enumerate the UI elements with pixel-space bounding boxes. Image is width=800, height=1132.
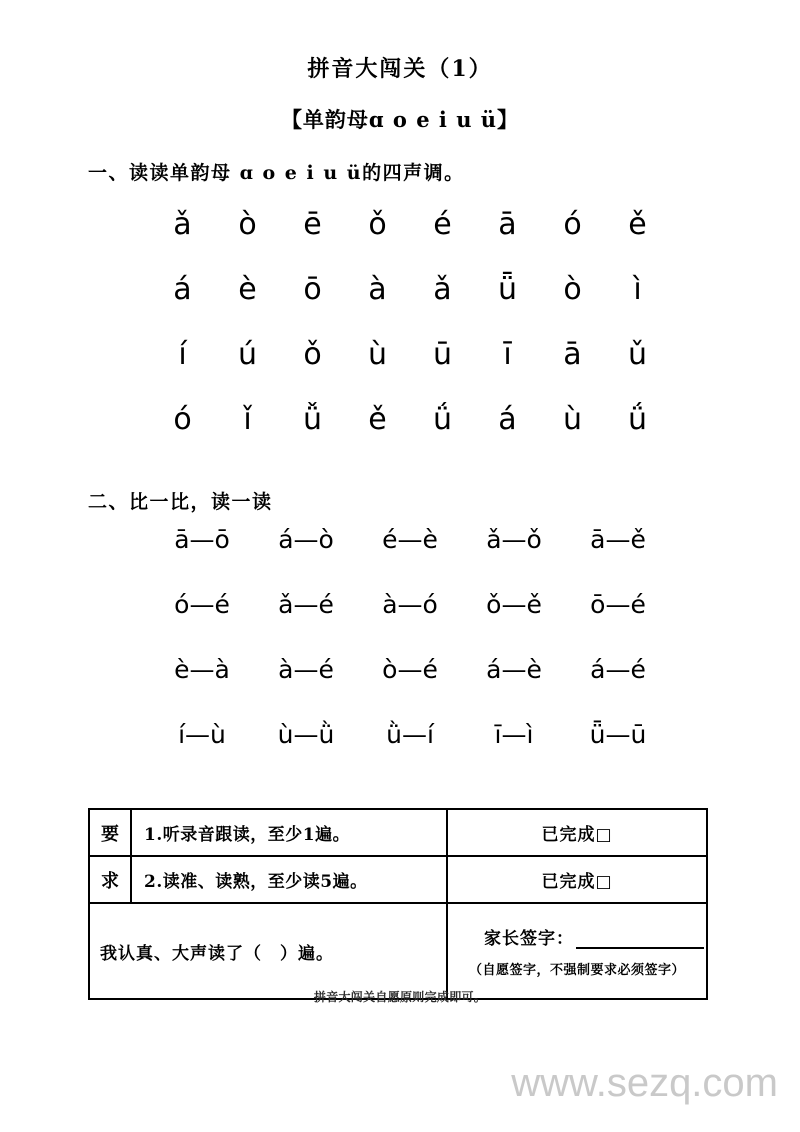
pinyin-cell: ǔ <box>627 337 647 372</box>
pinyin-pair-row <box>150 592 670 657</box>
signature-label-line <box>462 924 692 949</box>
pinyin-cell: ī <box>503 337 512 372</box>
pinyin-cell: ú <box>237 337 257 372</box>
section-2-heading: 二、比一比，读一读 <box>88 491 273 513</box>
signature-label: 家长签字： <box>484 929 574 949</box>
pinyin-cell: ě <box>368 402 387 437</box>
pinyin-pair-cell: ō—é <box>590 590 646 619</box>
pinyin-cell: ǖ <box>497 272 517 307</box>
pinyin-cell: ǒ <box>303 337 322 372</box>
signature-underline[interactable] <box>576 933 704 949</box>
pinyin-cell: ó <box>173 402 192 437</box>
pinyin-pair-cell: ǜ—í <box>386 720 434 749</box>
pinyin-cell: ǒ <box>368 207 387 242</box>
pinyin-pair-cell: ó—é <box>174 590 230 619</box>
pinyin-cell: ǎ <box>173 207 192 242</box>
pinyin-cell: ù <box>367 337 387 372</box>
pinyin-pair-cell: ù—ǜ <box>277 720 335 749</box>
pinyin-cell: ǘ <box>627 402 647 437</box>
pinyin-pair-cell: ò—é <box>382 655 438 684</box>
signature-note: （自愿签字，不强制要求必须签字） <box>468 963 685 978</box>
pinyin-pair-cell: á—ò <box>278 525 334 554</box>
task-text-1: 1.听录音跟读，至少1遍。 <box>131 809 447 856</box>
tone-practice-grid <box>150 207 670 470</box>
pinyin-cell: á <box>173 272 192 307</box>
task-status-1[interactable]: 已完成□ <box>447 809 707 856</box>
page-subtitle: 【单韵母ɑ o e i u ü】 <box>280 107 520 132</box>
pinyin-pair-cell: é—è <box>382 525 438 554</box>
pinyin-cell: ì <box>633 272 642 307</box>
section-1-heading: 一、读读单韵母 ɑ o e i u ü的四声调。 <box>88 162 465 184</box>
task-status-2[interactable]: 已完成□ <box>447 856 707 903</box>
pinyin-pair-cell: ā—ě <box>590 525 646 554</box>
pinyin-cell: ó <box>563 207 582 242</box>
pinyin-cell: ò <box>238 207 257 242</box>
pinyin-pair-row <box>150 722 670 787</box>
pinyin-pair-cell: ǎ—ǒ <box>486 525 542 554</box>
pinyin-cell: ǐ <box>243 402 252 437</box>
pinyin-cell: à <box>368 272 387 307</box>
watermark: www.sezq.com <box>511 1061 778 1105</box>
pinyin-row <box>150 207 670 275</box>
pinyin-cell: ǘ <box>432 402 452 437</box>
pinyin-pair-cell: ǎ—é <box>278 590 334 619</box>
pinyin-cell: ā <box>563 337 582 372</box>
pinyin-pair-cell: ǒ—ě <box>486 590 542 619</box>
pinyin-pair-cell: è—à <box>174 655 230 684</box>
pinyin-row <box>150 272 670 340</box>
pinyin-pair-cell: á—é <box>590 655 646 684</box>
requirement-label-char-1: 要 <box>89 809 131 856</box>
pinyin-pair-cell: í—ù <box>178 720 226 749</box>
pinyin-cell: è <box>238 272 257 307</box>
table-row <box>89 856 707 903</box>
pinyin-cell: ō <box>303 272 322 307</box>
pinyin-pair-cell: ǖ—ū <box>589 720 647 749</box>
pinyin-cell: ū <box>432 337 452 372</box>
pinyin-cell: ù <box>562 402 582 437</box>
signature-cell[interactable] <box>447 903 707 999</box>
pinyin-pair-cell: à—ó <box>382 590 438 619</box>
pinyin-cell: ě <box>628 207 647 242</box>
self-report-field[interactable]: 我认真、大声读了（ ）遍。 <box>89 903 447 999</box>
pinyin-cell: í <box>178 337 187 372</box>
pinyin-cell: ā <box>498 207 517 242</box>
table-row <box>89 903 707 999</box>
pinyin-cell: á <box>498 402 517 437</box>
pinyin-pair-cell: ī—ì <box>494 720 534 749</box>
pinyin-pair-row <box>150 657 670 722</box>
pinyin-cell: ǎ <box>433 272 452 307</box>
pinyin-cell: é <box>433 207 452 242</box>
table-row <box>89 809 707 856</box>
task-text-2: 2.读准、读熟，至少读5遍。 <box>131 856 447 903</box>
pinyin-pair-row <box>150 527 670 592</box>
pinyin-row <box>150 337 670 405</box>
pinyin-cell: ē <box>303 207 322 242</box>
pinyin-row <box>150 402 670 470</box>
pinyin-cell: ò <box>563 272 582 307</box>
requirement-label-char-2: 求 <box>89 856 131 903</box>
footer-note: 拼音大闯关自愿原则完成即可。 <box>313 990 487 1004</box>
page-title: 拼音大闯关（1） <box>307 56 493 82</box>
pinyin-pair-cell: ā—ō <box>174 525 230 554</box>
pinyin-pair-cell: á—è <box>486 655 542 684</box>
comparison-pairs-grid <box>150 527 670 787</box>
requirement-table <box>88 808 708 1000</box>
pinyin-pair-cell: à—é <box>278 655 334 684</box>
pinyin-cell: ǚ <box>302 402 322 437</box>
